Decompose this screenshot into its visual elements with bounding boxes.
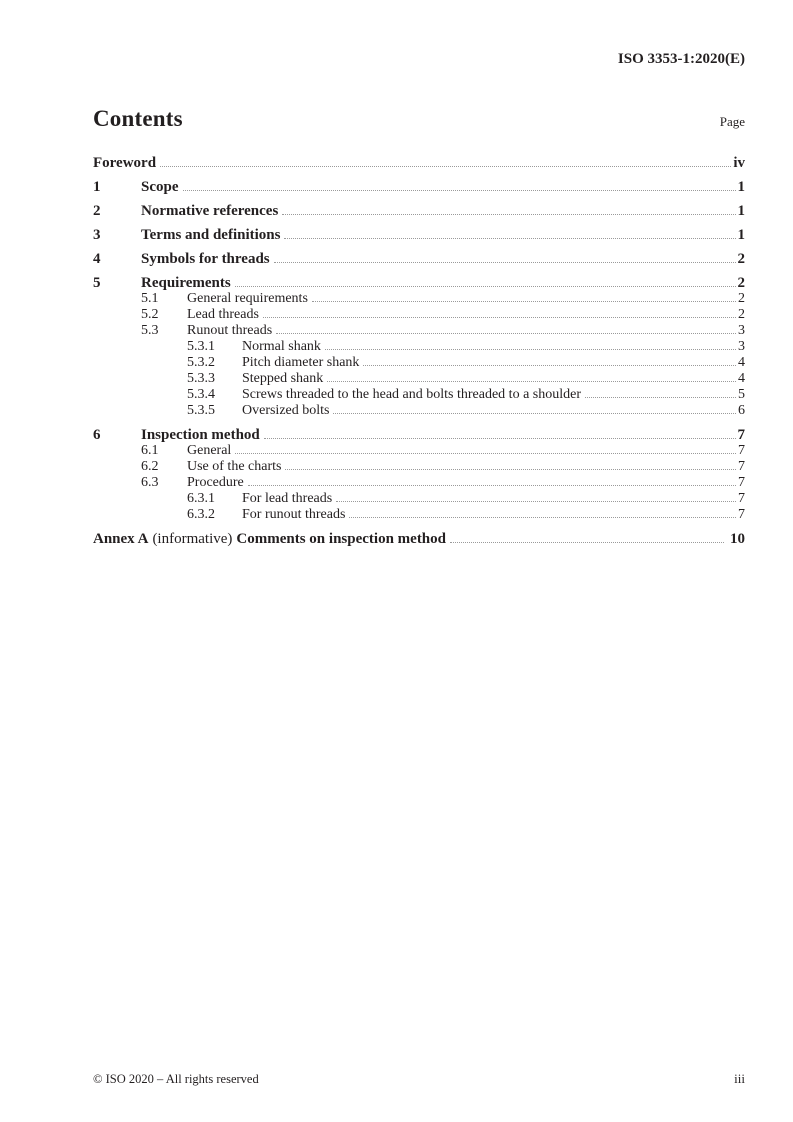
page-number: iii xyxy=(734,1071,745,1086)
toc-entry-oversized-bolts[interactable] xyxy=(93,403,745,419)
dot-leader xyxy=(363,365,736,366)
toc-entry-number: 6.3.2 xyxy=(187,507,215,522)
toc-entry-number: 5.3.2 xyxy=(187,355,215,370)
toc-entry-number: 2 xyxy=(93,203,101,219)
dot-leader xyxy=(327,381,736,382)
toc-entry-runout-threads[interactable] xyxy=(93,323,745,339)
dot-leader xyxy=(183,190,736,191)
toc-entry-requirements[interactable] xyxy=(93,275,745,291)
toc-entry-title: Normative references xyxy=(141,203,279,219)
dot-leader xyxy=(160,166,731,167)
toc-entry-page: 1 xyxy=(737,203,745,219)
toc-entry-number: 1 xyxy=(93,179,101,195)
toc-entry-page: 2 xyxy=(738,291,745,306)
dot-leader xyxy=(284,238,735,239)
toc-entry-normative-references[interactable] xyxy=(93,203,745,219)
dot-leader xyxy=(264,438,736,439)
dot-leader xyxy=(285,469,736,470)
toc-entry-number: 5.1 xyxy=(141,291,159,306)
toc-entry-number: 6.1 xyxy=(141,443,159,458)
toc-entry-page: 7 xyxy=(737,427,745,443)
toc-entry-title: General xyxy=(187,443,232,458)
toc-entry-pitch-diameter-shank[interactable] xyxy=(93,355,745,371)
toc-entry-title: Inspection method xyxy=(141,427,260,443)
annex-title: Comments on inspection method xyxy=(236,531,446,547)
toc-entry-number: 5.3.4 xyxy=(187,387,215,402)
toc-entry-title: For runout threads xyxy=(242,507,346,522)
contents-title: Contents xyxy=(93,106,183,131)
toc-entry-title: Runout threads xyxy=(187,323,273,338)
toc-entry-page: 4 xyxy=(738,371,745,386)
toc-entry-title: Symbols for threads xyxy=(141,251,270,267)
dot-leader xyxy=(276,333,736,334)
toc-entry-annex-a[interactable] xyxy=(93,531,745,547)
table-of-contents xyxy=(93,147,745,547)
toc-entry-use-of-the-charts[interactable] xyxy=(93,459,745,475)
toc-entry-title: Screws threaded to the head and bolts threaded to a shoulder xyxy=(242,387,582,402)
toc-entry-number: 3 xyxy=(93,227,101,243)
toc-entry-title: Terms and definitions xyxy=(141,227,281,243)
dot-leader xyxy=(349,517,736,518)
toc-entry-number: 5.3.1 xyxy=(187,339,215,354)
toc-entry-page: 7 xyxy=(738,443,745,458)
document-reference: ISO 3353-1:2020(E) xyxy=(617,51,745,67)
toc-entry-title: Use of the charts xyxy=(187,459,282,474)
toc-entry-number: 4 xyxy=(93,251,101,267)
toc-entry-title: Stepped shank xyxy=(242,371,324,386)
toc-entry-inspection-method[interactable] xyxy=(93,427,745,443)
toc-entry-page: 2 xyxy=(737,251,745,267)
toc-entry-page: 5 xyxy=(738,387,745,402)
toc-entry-procedure[interactable] xyxy=(93,475,745,491)
toc-entry-title: Oversized bolts xyxy=(242,403,330,418)
toc-entry-number: 5 xyxy=(93,275,101,291)
toc-entry-foreword[interactable] xyxy=(93,155,745,171)
toc-entry-page: 3 xyxy=(738,339,745,354)
toc-entry-title: Pitch diameter shank xyxy=(242,355,360,370)
toc-entry-page: 2 xyxy=(738,307,745,322)
copyright-notice: © ISO 2020 – All rights reserved xyxy=(93,1072,259,1086)
toc-entry-page: 2 xyxy=(737,275,745,291)
toc-entry-page: 3 xyxy=(738,323,745,338)
toc-entry-screws-threaded[interactable] xyxy=(93,387,745,403)
toc-entry-stepped-shank[interactable] xyxy=(93,371,745,387)
toc-entry-page: 1 xyxy=(737,179,745,195)
toc-entry-for-runout-threads[interactable] xyxy=(93,507,745,523)
dot-leader xyxy=(333,413,736,414)
toc-entry-normal-shank[interactable] xyxy=(93,339,745,355)
toc-entry-number: 6 xyxy=(93,427,101,443)
dot-leader xyxy=(235,286,736,287)
dot-leader xyxy=(585,397,736,398)
toc-entry-page: 1 xyxy=(737,227,745,243)
toc-entry-number: 5.3 xyxy=(141,323,159,338)
dot-leader xyxy=(312,301,736,302)
toc-entry-number: 5.2 xyxy=(141,307,159,322)
dot-leader xyxy=(274,262,736,263)
dot-leader xyxy=(336,501,736,502)
toc-entry-page: 6 xyxy=(738,403,745,418)
toc-entry-symbols-for-threads[interactable] xyxy=(93,251,745,267)
annex-qualifier: (informative) xyxy=(152,531,233,547)
dot-leader xyxy=(450,542,724,543)
toc-entry-page: 7 xyxy=(738,507,745,522)
dot-leader xyxy=(235,453,736,454)
toc-entry-number: 6.3 xyxy=(141,475,159,490)
toc-entry-title: Requirements xyxy=(141,275,231,291)
toc-entry-page: iv xyxy=(733,155,745,171)
toc-entry-title: For lead threads xyxy=(242,491,333,506)
toc-entry-number: 6.2 xyxy=(141,459,159,474)
toc-entry-general[interactable] xyxy=(93,443,745,459)
toc-entry-lead-threads[interactable] xyxy=(93,307,745,323)
toc-entry-page: 10 xyxy=(730,531,745,547)
toc-entry-title: General requirements xyxy=(187,291,308,306)
toc-entry-title: Procedure xyxy=(187,475,244,490)
toc-entry-page: 7 xyxy=(738,491,745,506)
toc-entry-number: 5.3.3 xyxy=(187,371,215,386)
toc-entry-scope[interactable] xyxy=(93,179,745,195)
toc-entry-page: 4 xyxy=(738,355,745,370)
toc-entry-number: 5.3.5 xyxy=(187,403,215,418)
page-column-label: Page xyxy=(719,114,745,129)
toc-entry-title: Scope xyxy=(141,179,179,195)
dot-leader xyxy=(263,317,736,318)
toc-entry-page: 7 xyxy=(738,475,745,490)
contents-heading-row xyxy=(93,106,745,132)
toc-entry-title: Foreword xyxy=(93,155,157,171)
dot-leader xyxy=(248,485,736,486)
toc-entry-title: Lead threads xyxy=(187,307,259,322)
dot-leader xyxy=(325,349,736,350)
toc-entry-page: 7 xyxy=(738,459,745,474)
toc-entry-general-requirements[interactable] xyxy=(93,291,745,307)
annex-prefix: Annex A xyxy=(93,531,149,547)
dot-leader xyxy=(282,214,735,215)
toc-entry-for-lead-threads[interactable] xyxy=(93,491,745,507)
toc-entry-title: Normal shank xyxy=(242,339,321,354)
page-footer xyxy=(93,1071,745,1087)
toc-entry-number: 6.3.1 xyxy=(187,491,215,506)
toc-entry-terms-definitions[interactable] xyxy=(93,227,745,243)
